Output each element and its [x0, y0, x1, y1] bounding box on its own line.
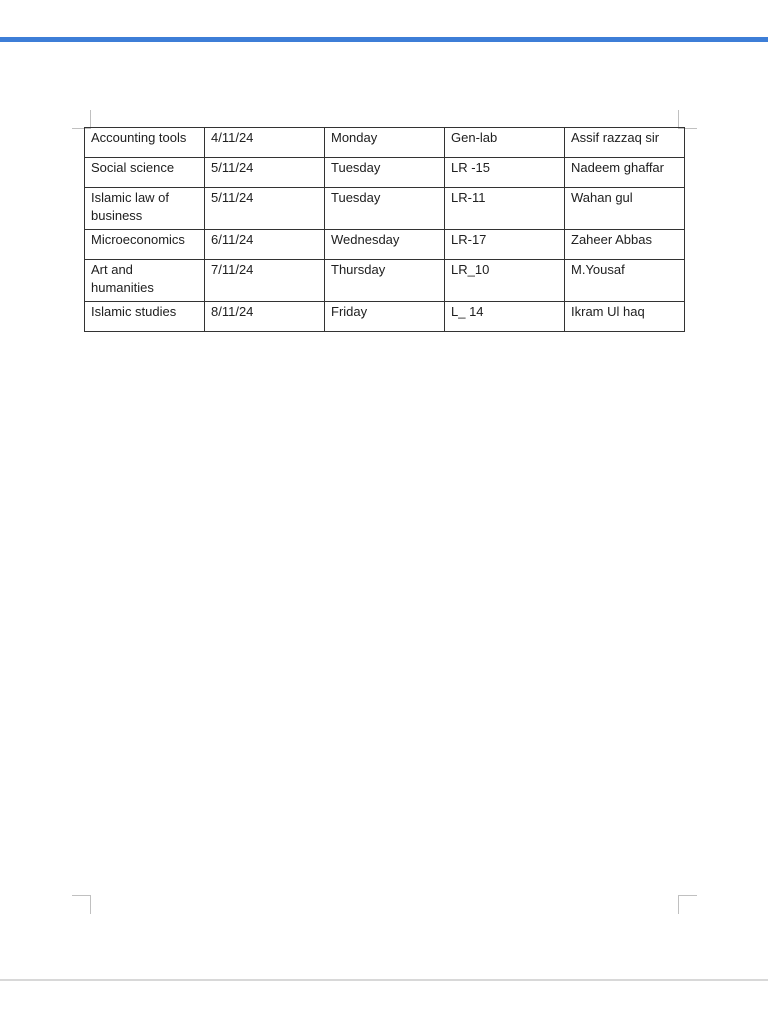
teacher-cell[interactable]: Wahan gul [565, 188, 685, 230]
table-row [85, 128, 685, 158]
teacher-cell[interactable]: Zaheer Abbas [565, 230, 685, 260]
room-cell[interactable]: LR_10 [445, 260, 565, 302]
room-cell[interactable]: LR-11 [445, 188, 565, 230]
day-cell[interactable]: Wednesday [325, 230, 445, 260]
day-cell[interactable]: Monday [325, 128, 445, 158]
subject-cell[interactable]: Art and humanities [85, 260, 205, 302]
teacher-cell[interactable]: Assif razzaq sir [565, 128, 685, 158]
day-cell[interactable]: Friday [325, 302, 445, 332]
margin-corner-bottom-left [72, 895, 91, 914]
teacher-cell[interactable]: Ikram Ul haq [565, 302, 685, 332]
margin-corner-bottom-right [678, 895, 697, 914]
table-row [85, 158, 685, 188]
subject-cell[interactable]: Social science [85, 158, 205, 188]
table-row [85, 230, 685, 260]
date-cell[interactable]: 4/11/24 [205, 128, 325, 158]
below-page-area [0, 981, 768, 1024]
table-row [85, 260, 685, 302]
date-cell[interactable]: 5/11/24 [205, 158, 325, 188]
day-cell[interactable]: Tuesday [325, 188, 445, 230]
subject-cell[interactable]: Accounting tools [85, 128, 205, 158]
teacher-cell[interactable]: M.Yousaf [565, 260, 685, 302]
day-cell[interactable]: Thursday [325, 260, 445, 302]
date-cell[interactable]: 8/11/24 [205, 302, 325, 332]
room-cell[interactable]: Gen-lab [445, 128, 565, 158]
subject-cell[interactable]: Islamic law of business [85, 188, 205, 230]
room-cell[interactable]: LR-17 [445, 230, 565, 260]
date-cell[interactable]: 7/11/24 [205, 260, 325, 302]
table-row [85, 302, 685, 332]
teacher-cell[interactable]: Nadeem ghaffar [565, 158, 685, 188]
room-cell[interactable]: LR -15 [445, 158, 565, 188]
subject-cell[interactable]: Islamic studies [85, 302, 205, 332]
subject-cell[interactable]: Microeconomics [85, 230, 205, 260]
exam-schedule-table[interactable] [84, 127, 685, 332]
date-cell[interactable]: 5/11/24 [205, 188, 325, 230]
room-cell[interactable]: L_ 14 [445, 302, 565, 332]
day-cell[interactable]: Tuesday [325, 158, 445, 188]
date-cell[interactable]: 6/11/24 [205, 230, 325, 260]
table-row [85, 188, 685, 230]
